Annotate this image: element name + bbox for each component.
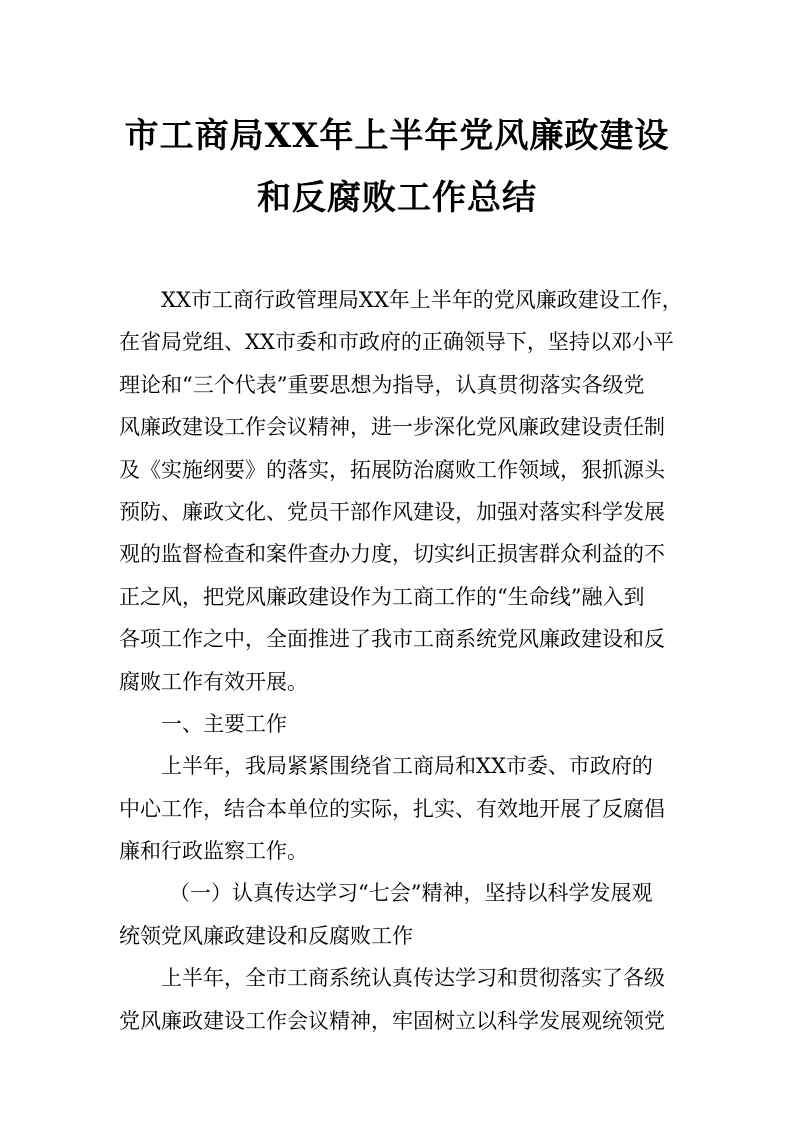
subsection-heading-line-2: 统领党风廉政建设和反腐败工作 <box>119 923 413 948</box>
paragraph-2-line-1: 上半年，我局紧紧围绕省工商局和XX市委、市政府的 <box>161 754 653 779</box>
paragraph-1-line-4: 风廉政建设工作会议精神，进一步深化党风廉政建设责任制 <box>119 415 665 440</box>
document-body <box>119 279 683 1042</box>
paragraph-1-line-8: 正之风，把党风廉政建设作为工商工作的“生命线”融入到 <box>119 584 645 609</box>
paragraph-1-line-3: 理论和“三个代表”重要思想为指导，认真贯彻落实各级党 <box>119 372 645 397</box>
paragraph-1-line-10: 腐败工作有效开展。 <box>119 669 308 694</box>
paragraph-2-line-2: 中心工作，结合本单位的实际，扎实、有效地开展了反腐倡 <box>119 796 665 821</box>
document-title-line-1: 市工商局XX年上半年党风廉政建设 <box>124 116 670 156</box>
section-heading-main-work: 一、主要工作 <box>161 711 287 736</box>
paragraph-1-line-7: 观的监督检查和案件查办力度，切实纠正损害群众利益的不 <box>119 542 665 567</box>
document-title-line-2: 和反腐败工作总结 <box>257 178 537 218</box>
subsection-heading-line-1: （一）认真传达学习“七会”精神，坚持以科学发展观 <box>169 881 653 906</box>
paragraph-1-line-5: 及《实施纲要》的落实，拓展防治腐败工作领域，狠抓源头 <box>119 457 665 482</box>
paragraph-3-line-1: 上半年，全市工商系统认真传达学习和贯彻落实了各级 <box>161 966 665 991</box>
paragraph-1-line-2: 在省局党组、XX市委和市政府的正确领导下，坚持以邓小平 <box>119 330 674 355</box>
paragraph-1-line-9: 各项工作之中，全面推进了我市工商系统党风廉政建设和反 <box>119 627 665 652</box>
paragraph-1-line-6: 预防、廉政文化、党员干部作风建设，加强对落实科学发展 <box>119 499 665 524</box>
paragraph-3-line-2: 党风廉政建设工作会议精神，牢固树立以科学发展观统领党 <box>119 1008 665 1033</box>
paragraph-2-line-3: 廉和行政监察工作。 <box>119 839 308 864</box>
paragraph-1-line-1: XX市工商行政管理局XX年上半年的党风廉政建设工作， <box>161 288 683 312</box>
